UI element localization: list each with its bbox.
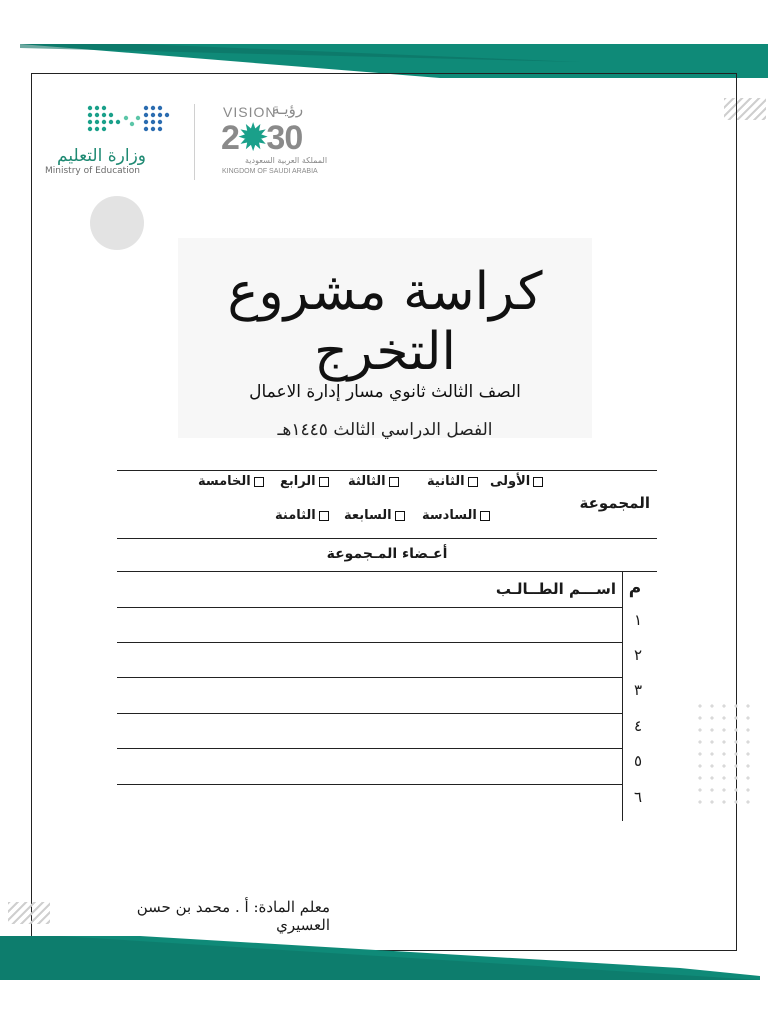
group-label: المجموعة [579, 494, 650, 512]
teacher-name: معلم المادة: أ . محمد بن حسن العسيري [136, 898, 330, 934]
checkbox[interactable] [319, 511, 329, 521]
vision-label-arabic: رؤيـة [272, 100, 304, 118]
group-option-7[interactable]: السابعة [344, 508, 405, 523]
group-option-8[interactable]: الثامنة [275, 508, 329, 523]
dots-decoration [694, 700, 750, 808]
kingdom-name-arabic: المملكة العربية السعودية [245, 156, 328, 165]
row-number: ٣ [633, 681, 643, 699]
table-row-line [117, 642, 622, 643]
logo-divider [194, 104, 195, 180]
decorative-circle [90, 196, 144, 250]
group-option-4[interactable]: الرابع [280, 474, 329, 489]
row-number: ٦ [633, 788, 643, 806]
vision-year-first: 2 [221, 119, 239, 157]
table-row-line [117, 607, 622, 608]
hatch-decoration-bottom [8, 902, 50, 924]
group-top-line [117, 470, 657, 471]
group-bottom-line [117, 538, 657, 539]
checkbox[interactable] [480, 511, 490, 521]
group-option-1[interactable]: الأولى [490, 474, 543, 489]
vision-2030-logo [221, 118, 302, 158]
bottom-decorative-band [0, 936, 768, 980]
semester-label: الفصل الدراسي الثالث ١٤٤٥هـ [277, 420, 493, 440]
table-row-line [117, 784, 622, 785]
ministry-name-arabic: وزارة التعليم [57, 146, 146, 166]
column-header-student-name: اســـم الطــالـب [495, 580, 616, 598]
row-number: ٢ [633, 646, 643, 664]
ministry-logo-icon [86, 104, 170, 136]
group-option-3[interactable]: الثالثة [348, 474, 399, 489]
table-column-divider [622, 571, 623, 821]
row-number: ١ [633, 611, 643, 629]
group-option-2[interactable]: الثانية [427, 474, 478, 489]
palm-emblem-icon: ✹ [238, 119, 267, 157]
checkbox[interactable] [395, 511, 405, 521]
class-track-subtitle: الصف الثالث ثانوي مسار إدارة الاعمال [249, 382, 521, 402]
kingdom-name-english: KINGDOM OF SAUDI ARABIA [222, 168, 318, 175]
checkbox[interactable] [254, 477, 264, 487]
checkbox[interactable] [389, 477, 399, 487]
group-option-6[interactable]: السادسة [422, 508, 490, 523]
checkbox[interactable] [468, 477, 478, 487]
checkbox[interactable] [533, 477, 543, 487]
ministry-name-english: Ministry of Education [45, 166, 140, 176]
vision-year-rest: 30 [266, 119, 303, 157]
row-number: ٥ [633, 752, 643, 770]
members-title-line [117, 571, 657, 572]
checkbox[interactable] [319, 477, 329, 487]
vision-label-english: VISION [223, 104, 277, 120]
members-title: أعـضاء المـجموعة [326, 546, 448, 562]
row-number: ٤ [633, 717, 643, 735]
table-row-line [117, 677, 622, 678]
table-row-line [117, 748, 622, 749]
group-option-5[interactable]: الخامسة [198, 474, 264, 489]
column-header-number: م [628, 578, 642, 598]
page-title: كراسة مشروع التخرج [227, 262, 543, 382]
table-row-line [117, 713, 622, 714]
